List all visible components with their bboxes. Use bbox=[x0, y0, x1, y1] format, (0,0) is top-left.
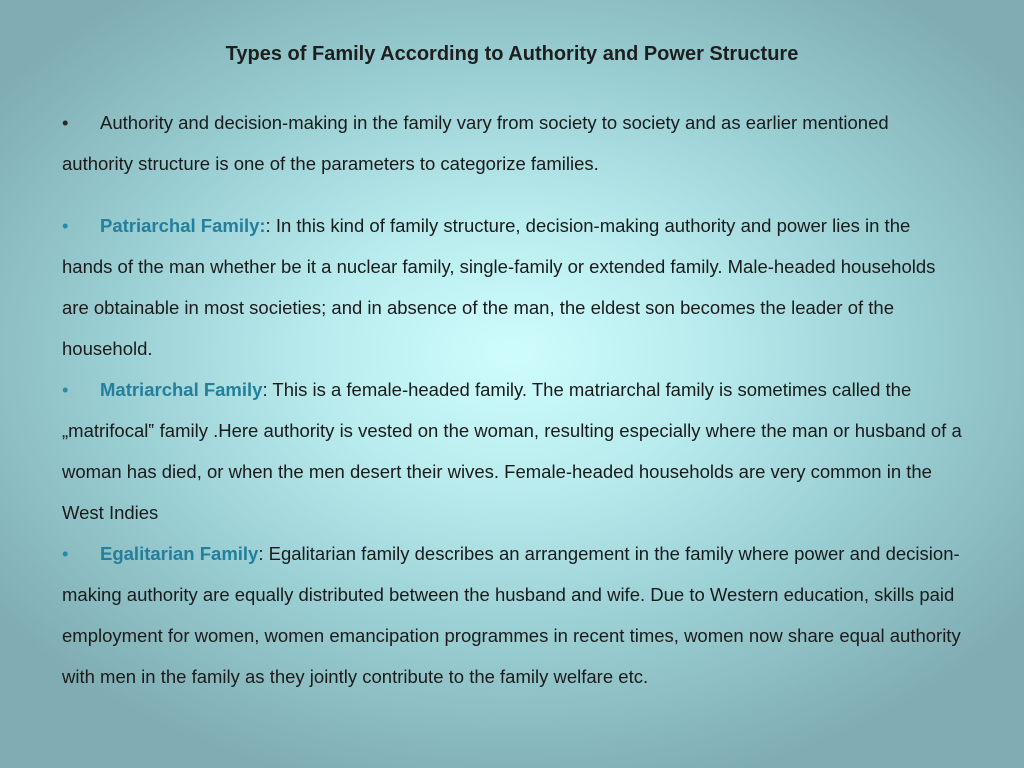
term-separator: : bbox=[262, 379, 268, 400]
paragraph-text: Authority and decision-making in the family vary from society to society and as earlier mentioned authority structure is one of the parameters to categorize families. bbox=[62, 112, 889, 174]
bullet-marker: • bbox=[62, 215, 69, 236]
slide-body bbox=[62, 102, 962, 697]
term-separator: : bbox=[258, 543, 264, 564]
paragraph-patriarchal bbox=[62, 205, 962, 369]
slide-title: Types of Family According to Authority and Power Structure bbox=[225, 43, 799, 65]
paragraph-text: Egalitarian family describes an arrangement in the family where power and decision-making authority are equally distributed between the husband and wife. Due to Western education, skills paid employment for women, women emancipation programmes in recent times, women now share equal authority with men in the family as they jointly contribute to the family welfare etc. bbox=[62, 543, 961, 687]
bullet-marker: • bbox=[62, 543, 69, 564]
paragraph-text: This is a female-headed family. The matriarchal family is sometimes called the „matrifocal‟ family .Here authority is vested on the woman, resulting especially where the man or husband of a woman has died, or when the men desert their wives. Female-headed households are very common in the West Indies bbox=[62, 379, 962, 523]
paragraph-egalitarian bbox=[62, 533, 962, 697]
paragraph-matriarchal bbox=[62, 369, 962, 533]
term-matriarchal-family: Matriarchal Family bbox=[100, 379, 263, 400]
paragraph-text: In this kind of family structure, decision-making authority and power lies in the hands of the man whether be it a nuclear family, single-family or extended family. Male-headed households are obtainable in most societies; and in absence of the man, the eldest son becomes the leader of the household. bbox=[62, 215, 936, 359]
paragraph-intro bbox=[62, 102, 962, 184]
term-egalitarian-family: Egalitarian Family bbox=[100, 543, 259, 564]
term-separator: : bbox=[265, 215, 271, 236]
bullet-marker: • bbox=[62, 379, 69, 400]
bullet-marker: • bbox=[62, 112, 69, 133]
term-patriarchal-family: Patriarchal Family: bbox=[100, 215, 266, 236]
